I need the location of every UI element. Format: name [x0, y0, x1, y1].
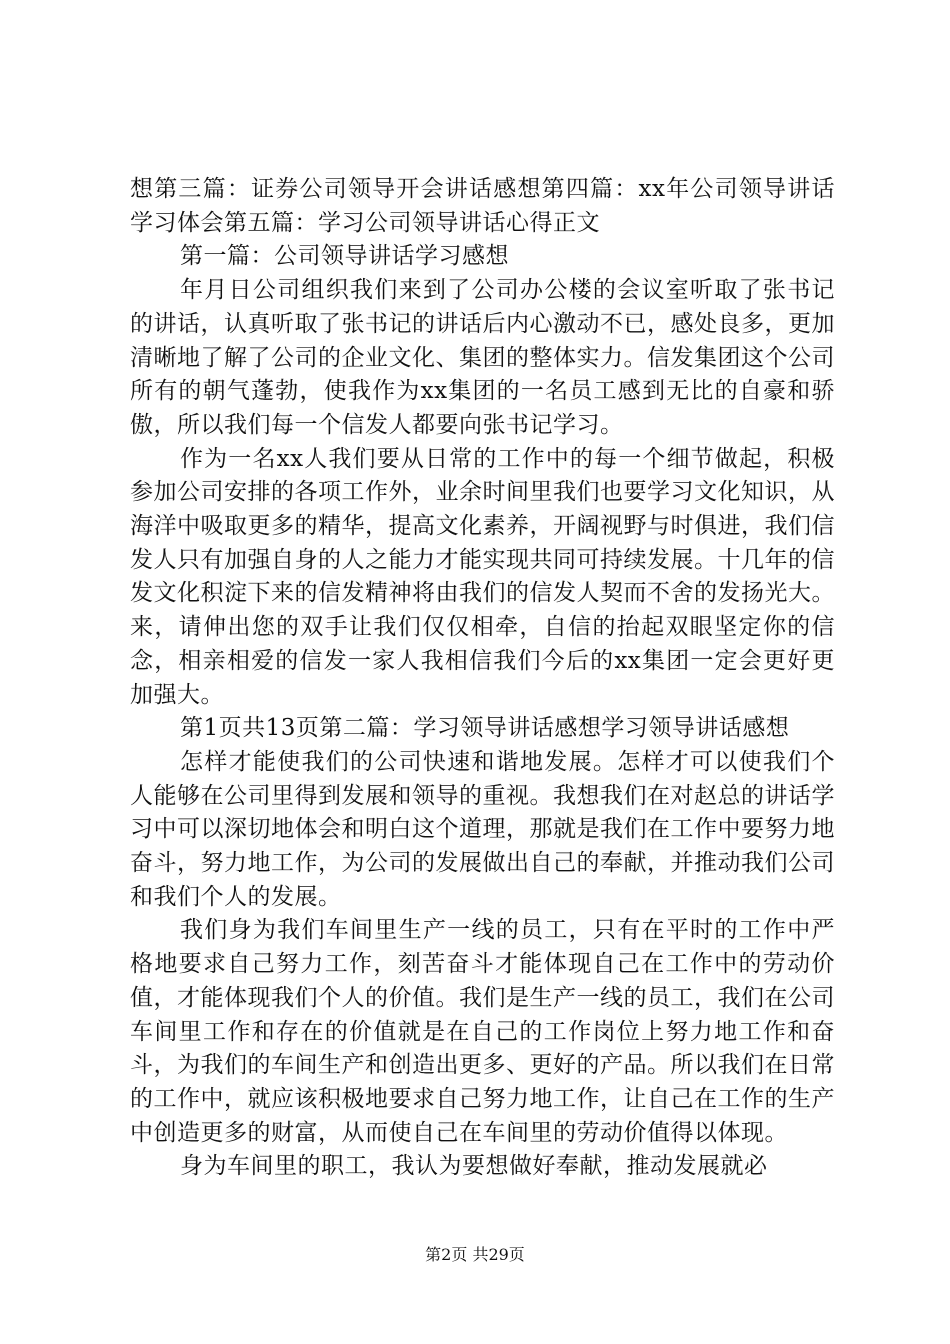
document-body	[130, 173, 835, 1184]
paragraph-4: 作为一名xx人我们要从日常的工作中的每一个细节做起，积极参加公司安排的各项工作外，业余时间里我们也要学习文化知识，从海洋中吸取更多的精华，提高文化素养，开阔视野与时俱进，我们信发人只有加强自身的人之能力才能实现共同可持续发展。十几年的信发文化积淀下来的信发精神将由我们的信发人契而不舍的发扬光大。来，请伸出您的双手让我们仅仅相牵，自信的抬起双眼坚定你的信念，相亲相爱的信发一家人我相信我们今后的xx集团一定会更好更加强大。	[130, 445, 835, 708]
paragraph-8: 身为车间里的职工，我认为要想做好奉献，推动发展就必	[180, 1153, 768, 1180]
paragraph-3: 年月日公司组织我们来到了公司办公楼的会议室听取了张书记的讲话，认真听取了张书记的讲话后内心激动不已，感处良多，更加清晰地了解了公司的企业文化、集团的整体实力。信发集团这个公司所有的朝气蓬勃，使我作为xx集团的一名员工感到无比的自豪和骄傲，所以我们每一个信发人都要向张书记学习。	[130, 277, 835, 438]
paragraph-2-heading: 第一篇：公司领导讲话学习感想	[180, 243, 509, 270]
paragraph-6: 怎样才能使我们的公司快速和谐地发展。怎样才可以使我们个人能够在公司里得到发展和领导的重视。我想我们在对赵总的讲话学习中可以深切地体会和明白这个道理，那就是我们在工作中要努力地奋斗，努力地工作，为公司的发展做出自己的奉献，并推动我们公司和我们个人的发展。	[130, 748, 835, 910]
paragraph-5-heading: 第1页共13页第二篇：学习领导讲话感想学习领导讲话感想	[180, 715, 790, 742]
paragraph-1: 想第三篇：证券公司领导开会讲话感想第四篇：xx年公司领导讲话学习体会第五篇：学习公司领导讲话心得正文	[130, 176, 835, 236]
page-footer: 第2页 共29页	[425, 1245, 525, 1264]
paragraph-7: 我们身为我们车间里生产一线的员工，只有在平时的工作中严格地要求自己努力工作，刻苦奋斗才能体现自己在工作中的劳动价值，才能体现我们个人的价值。我们是生产一线的员工，我们在公司车间里工作和存在的价值就是在自己的工作岗位上努力地工作和奋斗，为我们的车间生产和创造出更多、更好的产品。所以我们在日常的工作中，就应该积极地要求自己努力地工作，让自己在工作的生产中创造更多的财富，从而使自己在车间里的劳动价值得以体现。	[130, 917, 835, 1146]
